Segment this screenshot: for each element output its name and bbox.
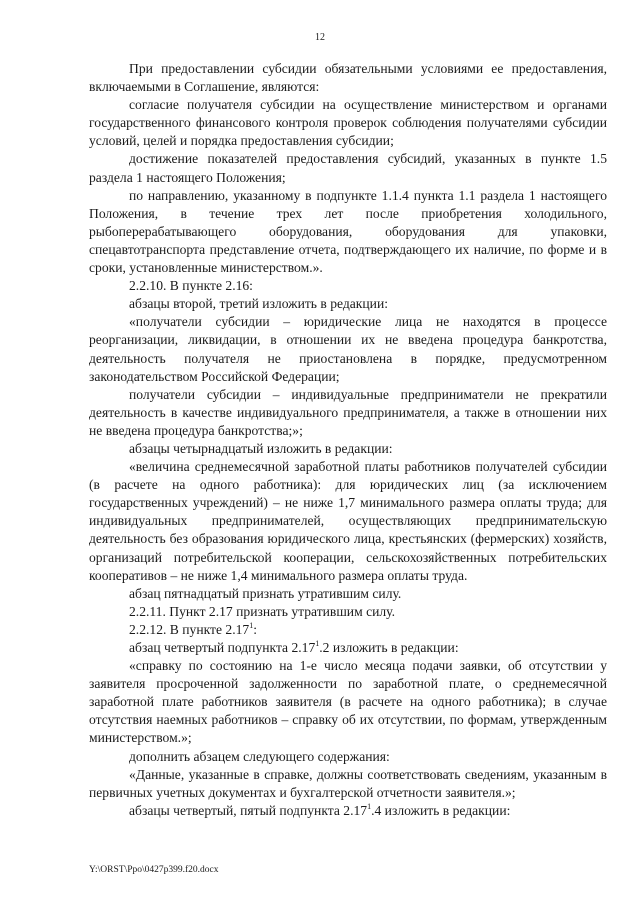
paragraph-8: получатели субсидии – индивидуальные предприниматели не прекратили деятельность в качестве индивидуального предпринимателя, а также в отношении них не введена процедура банкротства;»;: [89, 386, 607, 438]
superscript: 1: [315, 639, 320, 648]
superscript: 1: [249, 620, 254, 630]
paragraph-15: «справку по состоянию на 1-е число месяца подачи заявки, об отсутствии у заявителя просроченной задолженности по заработной плате, о среднемесячной заработной плате работников заявителя (в расчете на одного работника); в случае отсутствия наемных работников – справку об их отсутствии, по формам, утвержденным министерством.»;: [89, 658, 607, 746]
paragraph-18-text: абзацы четвертый, пятый подпункта 2.17: [129, 802, 368, 818]
superscript: 1: [367, 801, 372, 811]
document-body: [89, 60, 607, 820]
paragraph-16: дополнить абзацем следующего содержания:: [129, 748, 390, 764]
paragraph-12: 2.2.11. Пункт 2.17 признать утратившим силу.: [129, 603, 396, 619]
paragraph-5: 2.2.10. В пункте 2.16:: [129, 278, 253, 294]
paragraph-14-text: абзац четвертый подпункта 2.17: [129, 640, 316, 655]
paragraph-9: абзацы четырнадцатый изложить в редакции:: [129, 440, 393, 456]
paragraph-13: [89, 621, 607, 639]
paragraph-14: [89, 639, 607, 657]
page-number: 12: [315, 32, 325, 43]
paragraph-10: «величина среднемесячной заработной платы работников получателей субсидии (в расчете на одного работника): для юридических лиц (за исключением государственных учреждений) – не ниже 1,7 минимального размера оплаты труда; для индивидуальных предпринимателей, осуществляющих предпринимательскую деятельность без образования юридического лица, крестьянских (фермерских) хозяйств, организаций потребительской кооперации, сельскохозяйственных потребительских кооперативов – не ниже 1,4 минимального размера оплаты труда.: [89, 459, 607, 583]
paragraph-11: абзац пятнадцатый признать утратившим силу.: [129, 585, 402, 601]
paragraph-2: согласие получателя субсидии на осуществление министерством и органами государственного финансового контроля проверок соблюдения получателями субсидии условий, целей и порядка предоставления субсидии;: [89, 97, 607, 149]
paragraph-4: по направлению, указанному в подпункте 1.1.4 пункта 1.1 раздела 1 настоящего Положения, в течение трех лет после приобретения холодильного, рыбоперерабатывающего оборудования, оборудования для упаковки, спецавтотранспорта представление отчета, подтверждающего их наличие, по форме и в сроки, установленные министерством.».: [89, 187, 607, 276]
paragraph-13-text: 2.2.12. В пункте 2.17: [129, 621, 250, 637]
paragraph-3: достижение показателей предоставления субсидий, указанных в пункте 1.5 раздела 1 настоящего Положения;: [89, 151, 607, 185]
paragraph-18: [89, 802, 607, 820]
file-path-footer: Y:\ORST\Ppo\0427p399.f20.docx: [89, 865, 219, 875]
paragraph-6: абзацы второй, третий изложить в редакции:: [129, 296, 389, 312]
paragraph-1: При предоставлении субсидии обязательными условиями ее предоставления, включаемыми в Соглашение, являются:: [89, 61, 607, 95]
paragraph-14-tail: .2 изложить в редакции:: [319, 640, 459, 655]
paragraph-18-tail: .4 изложить в редакции:: [371, 802, 511, 818]
paragraph-13-tail: :: [253, 621, 257, 637]
paragraph-17: «Данные, указанные в справке, должны соответствовать сведениям, указанным в первичных учетных документах и бухгалтерской отчетности заявителя.»;: [89, 766, 607, 800]
paragraph-7: «получатели субсидии – юридические лица не находятся в процессе реорганизации, ликвидации, в отношении их не введена процедура банкротства, деятельность получателя не приостановлена в порядке, предусмотренном законодательством Российской Федерации;: [89, 314, 607, 384]
